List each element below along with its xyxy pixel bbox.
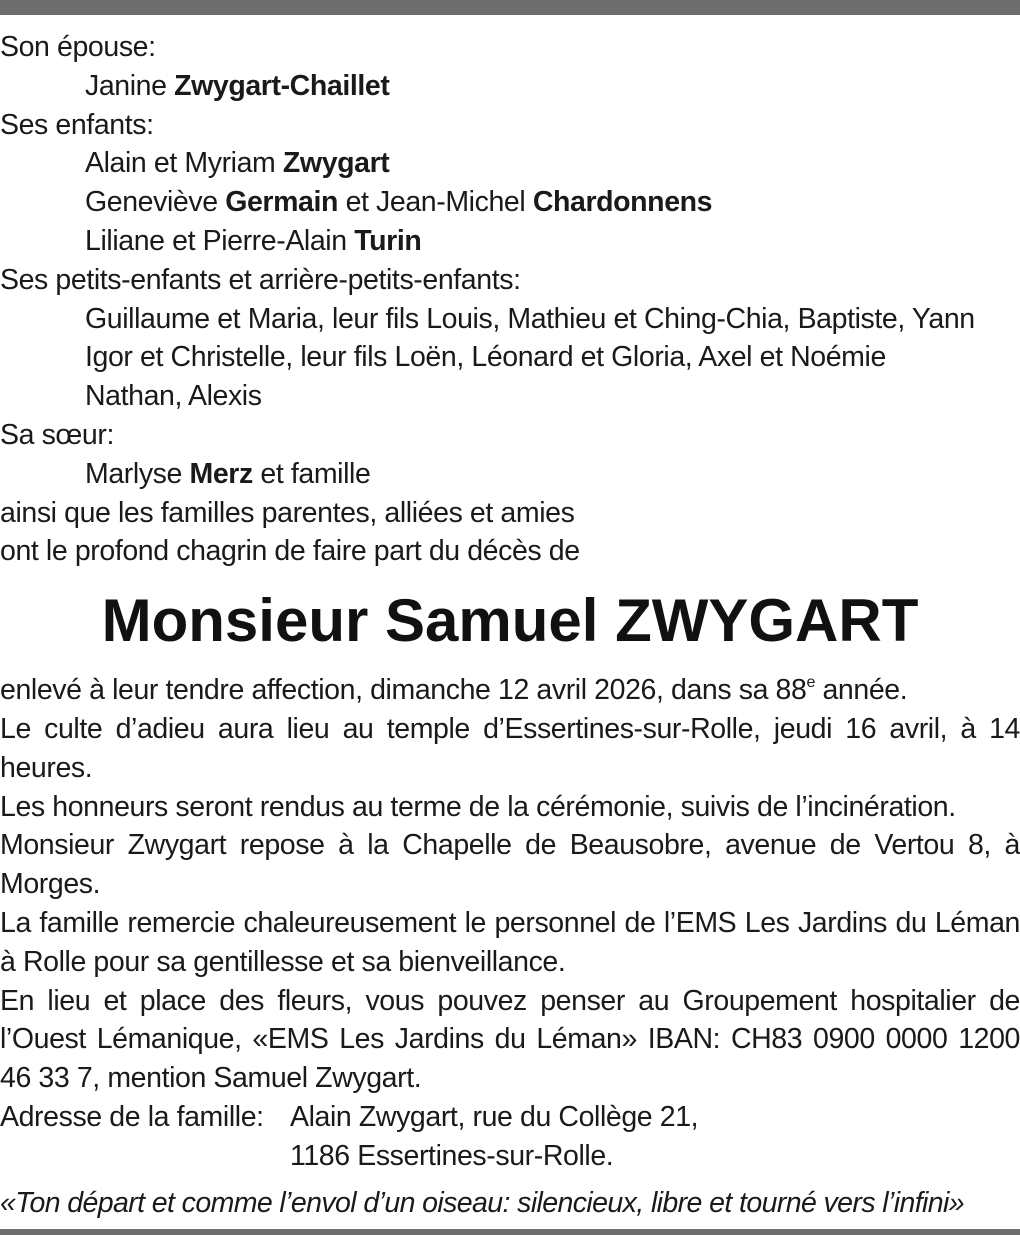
children-heading: Ses enfants: [0,108,154,141]
family-address [0,1098,1020,1176]
closing-line: ainsi que les familles parentes, alliées et amies [0,496,575,529]
grandchildren-heading: Ses petits-enfants et arrière-petits-enfants: [0,263,521,296]
child-entry: Geneviève Germain et Jean-Michel Chardonnens [85,186,713,219]
sister-heading: Sa sœur: [0,418,114,451]
closing-quote: «Ton départ et comme l’envol d’un oiseau: silencieux, libre et tourné vers l’infini» [0,1186,965,1219]
honours-info: Les honneurs seront rendus au terme de la cérémonie, suivis de l’incinération. [0,790,956,823]
spouse-heading: Son épouse: [0,31,156,63]
bottom-rule [0,1229,1020,1235]
grandchildren-line: Guillaume et Maria, leur fils Louis, Mathieu et Ching-Chia, Baptiste, Yann [85,302,975,335]
child-entry: Alain et Myriam Zwygart [85,147,390,180]
thanks-message: La famille remercie chaleureusement le personnel de l’EMS Les Jardins du Léman à Rolle pour sa gentillesse et sa bienveillance. [0,906,1020,978]
death-announcement: enlevé à leur tendre affection, dimanche 12 avril 2026, dans sa 88e année. [0,674,908,707]
deceased-name-title: Monsieur Samuel ZWYGART [101,587,919,655]
address-line: Alain Zwygart, rue du Collège 21, [290,1100,699,1133]
obituary-notice [0,28,1020,1222]
service-info: Le culte d’adieu aura lieu au temple d’Essertines-sur-Rolle, jeudi 16 avril, à 14 heures. [0,712,1020,784]
top-rule [0,0,1020,15]
grandchildren-line: Nathan, Alexis [85,380,262,413]
address-line: 1186 Essertines-sur-Rolle. [290,1139,614,1172]
sister-name: Marlyse Merz et famille [85,457,371,490]
child-entry: Liliane et Pierre-Alain Turin [85,224,422,257]
donations-info: En lieu et place des fleurs, vous pouvez penser au Groupement hospitalier de l’Ouest Lémanique, «EMS Les Jardins du Léman» IBAN: CH83 0900 0000 1200 46 33 7, mention Samuel Zwygart. [0,984,1020,1095]
grandchildren-line: Igor et Christelle, leur fils Loën, Léonard et Gloria, Axel et Noémie [85,341,886,374]
spouse-name: Janine Zwygart-Chaillet [85,69,390,102]
rest-place-info: Monsieur Zwygart repose à la Chapelle de Beausobre, avenue de Vertou 8, à Morges. [0,829,1020,901]
address-label: Adresse de la famille: [0,1100,264,1133]
closing-line: ont le profond chagrin de faire part du décès de [0,535,580,568]
